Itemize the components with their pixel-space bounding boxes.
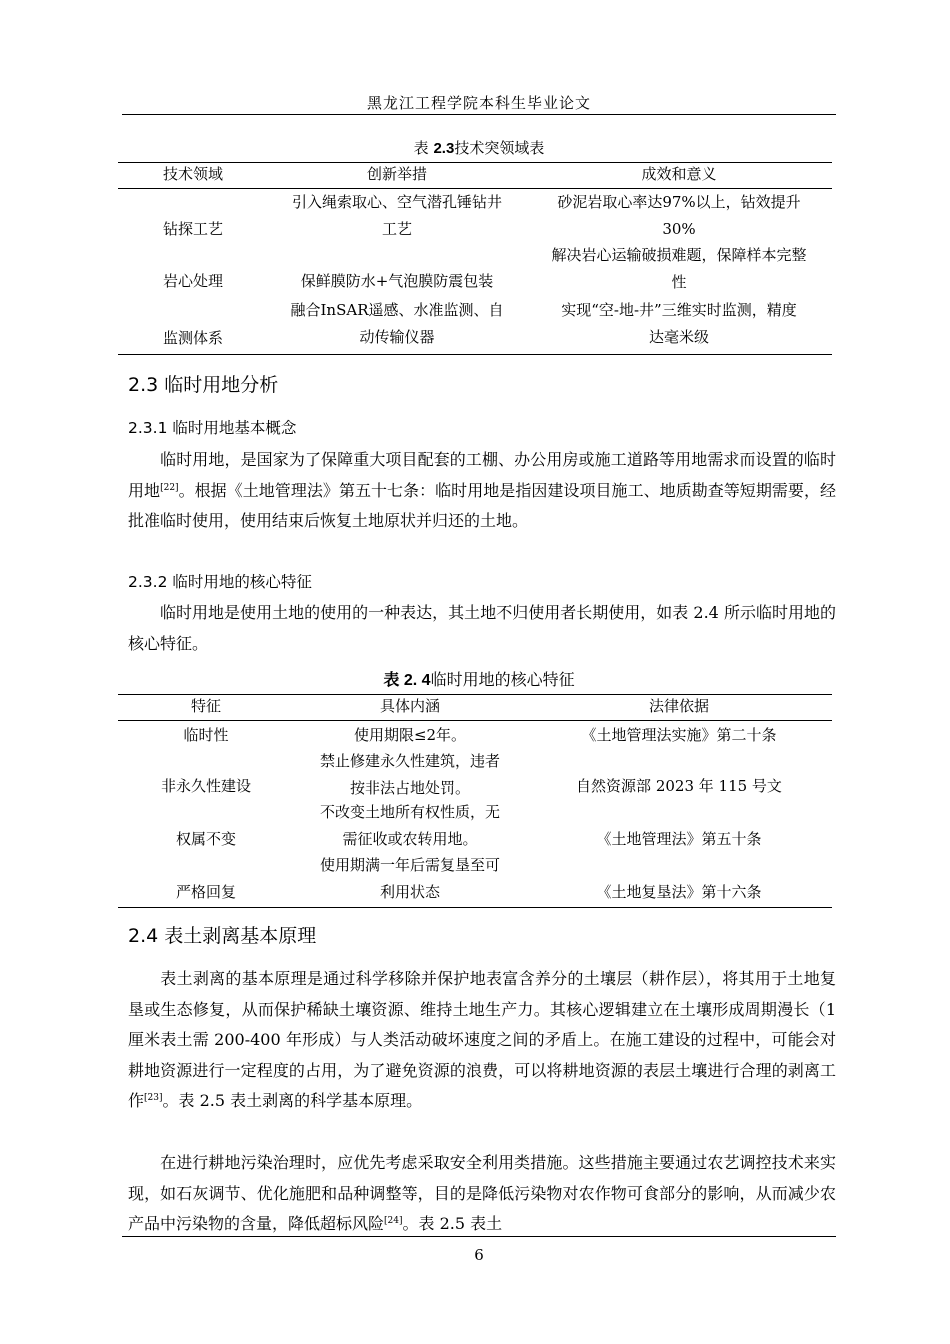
cell-line: 融合InSAR遥感、水准监测、自: [290, 301, 504, 319]
table-2-3-row1-effect: [526, 189, 832, 243]
citation-ref: [22]: [160, 482, 179, 493]
citation-ref: [24]: [384, 1216, 403, 1227]
cell-line: 工艺: [381, 220, 412, 238]
table-2-3-bottom-rule: [118, 354, 832, 355]
paragraph-topsoil-principle: [128, 964, 836, 1117]
table-2-4-row2-law: 自然资源部 2023 年 115 号文: [576, 777, 782, 795]
table-2-4-caption: [122, 667, 836, 690]
table-2-3-header-field: 技术领域: [162, 165, 223, 183]
table-2-4-row4-law: 《土地复垦法》第十六条: [596, 883, 762, 901]
cell-line: 砂泥岩取心率达97%以上，钻效提升: [557, 193, 801, 211]
table-2-4-row4-content: [294, 852, 526, 906]
table-2-4-row2-content: [294, 748, 526, 802]
paragraph-text: 临时用地，是国家为了保障重大项目配套的工棚、办公用房或施工道路等用地需求而设置的临时用地: [128, 450, 836, 500]
header-rule: [122, 114, 836, 115]
table-2-4-row1-law: 《土地管理法实施》第二十条: [581, 726, 777, 744]
table-2-3-header-measure: 创新举措: [366, 165, 427, 183]
table-2-4-header-feature: 特征: [190, 697, 221, 715]
table-2-4-header-content: 具体内涵: [379, 697, 440, 715]
table-2-4-row3-feature: 权属不变: [175, 830, 236, 848]
cell-line: 按非法占地处罚。: [349, 779, 470, 797]
caption-prefix: 表: [413, 139, 429, 157]
paragraph-pollution-control: [128, 1148, 836, 1240]
table-2-4-row1-content: 使用期限≤2年。: [353, 726, 467, 744]
cell-line: 解决岩心运输破损难题，保障样本完整: [551, 246, 807, 264]
cell-line: 性: [671, 273, 687, 291]
table-2-3-row2-field: 岩心处理: [162, 272, 223, 290]
cell-line: 禁止修建永久性建筑，违者: [319, 752, 500, 770]
table-2-4-row1-feature: 临时性: [183, 726, 229, 744]
caption-text: 技术突领域表: [454, 139, 545, 157]
cell-line: 动传输仪器: [359, 328, 435, 346]
paragraph-temporary-land-concept: [128, 445, 836, 537]
caption-number: 表 2. 4: [383, 672, 431, 689]
cell-line: 达毫米级: [648, 328, 709, 346]
table-2-4-row4-feature: 严格回复: [175, 883, 236, 901]
table-2-3-caption: [122, 137, 836, 158]
cell-line: 需征收或农转用地。: [342, 830, 478, 848]
paragraph-text: 临时用地是使用土地的使用的一种表达，其土地不归使用者长期使用，如表 2.4 所示临时用地的核心特征。: [128, 603, 836, 653]
cell-line: 引入绳索取心、空气潜孔锤钻井: [291, 193, 502, 211]
table-2-3-row1-field: 钻探工艺: [162, 220, 223, 238]
section-2-3-heading: 2.3 临时用地分析: [128, 374, 279, 396]
paragraph-core-features-intro: [128, 598, 836, 659]
paragraph-text: 在进行耕地污染治理时，应优先考虑采取安全利用类措施。这些措施主要通过农艺调控技术来实现，如石灰调节、优化施肥和品种调整等，目的是降低污染物对农作物可食部分的影响，从而减少农产品中污染物的含量，降低超标风险: [128, 1153, 836, 1234]
cell-line: 不改变土地所有权性质，无: [319, 803, 500, 821]
paragraph-text: 。表 2.5 表土: [402, 1214, 503, 1234]
paragraph-text: 。根据《土地管理法》第五十七条：临时用地是指因建设项目施工、地质勘查等短期需要，经批准临时使用，使用结束后恢复土地原状并归还的土地。: [128, 480, 836, 531]
caption-number: 2.3: [433, 140, 455, 157]
paragraph-text: 。表 2.5 表土剥离的科学基本原理。: [162, 1091, 423, 1111]
cell-line: 利用状态: [379, 883, 440, 901]
table-2-3-row2-effect: [526, 242, 832, 296]
table-2-3-row3-effect: [526, 297, 832, 351]
cell-line: 实现“空-地-井”三维实时监测，精度: [561, 301, 797, 319]
cell-line: 使用期满一年后需复垦至可: [319, 856, 500, 874]
footer-rule: [122, 1236, 836, 1237]
table-2-4-bottom-rule: [118, 907, 832, 908]
table-2-3-header-effect: 成效和意义: [641, 165, 717, 183]
running-header: 黑龙江工程学院本科生毕业论文: [366, 94, 591, 112]
table-2-4-row3-content: [294, 799, 526, 853]
table-2-3-row3-field: 监测体系: [162, 329, 223, 347]
caption-text: 临时用地的核心特征: [430, 670, 575, 689]
cell-line: 30%: [662, 220, 696, 238]
table-2-4-header-rule: [118, 720, 832, 721]
table-2-4-header-law: 法律依据: [648, 697, 709, 715]
page-number: 6: [474, 1246, 484, 1264]
table-2-3-row3-measure: [268, 297, 526, 351]
citation-ref: [23]: [144, 1093, 163, 1104]
table-2-3-row2-measure: 保鲜膜防水+气泡膜防震包装: [300, 272, 494, 290]
table-2-4-row2-feature: 非永久性建设: [160, 777, 251, 795]
table-2-4-row3-law: 《土地管理法》第五十条: [596, 830, 762, 848]
paragraph-text: 表土剥离的基本原理是通过科学移除并保护地表富含养分的土壤层（耕作层），将其用于土地复垦或生态修复，从而保护稀缺土壤资源、维持土地生产力。其核心逻辑建立在土壤形成周期漫长（1 厘米表土需 200-400 年形成）与人类活动破坏速度之间的矛盾上。在施工建设的过程中，可能会对耕地资源进行一定程度的占用，为了避免资源的浪费，可以将耕地资源的表层土壤进行合理的剥离工作: [128, 969, 836, 1111]
section-2-4-heading: 2.4 表土剥离基本原理: [128, 925, 317, 947]
subsection-2-3-2-heading: 2.3.2 临时用地的核心特征: [128, 573, 312, 591]
table-2-3-row1-measure: [268, 189, 526, 243]
subsection-2-3-1-heading: 2.3.1 临时用地基本概念: [128, 419, 297, 437]
